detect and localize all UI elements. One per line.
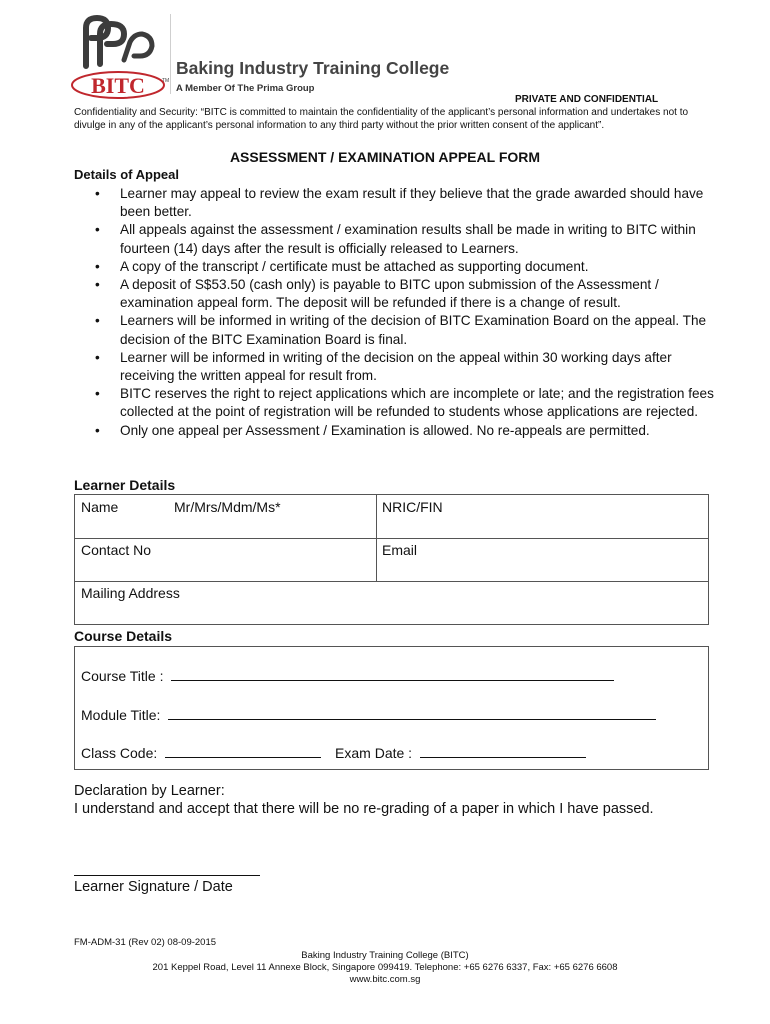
bullet-icon: •: [95, 422, 100, 438]
bullet-icon: •: [95, 222, 100, 238]
module-title-field[interactable]: [168, 706, 656, 720]
learner-details-heading: Learner Details: [74, 477, 176, 493]
list-item-text: Learner will be informed in writing of the decision on the appeal within 30 working days after receiving the written appeal for result from.: [120, 349, 672, 384]
bullet-icon: •: [95, 313, 100, 329]
confidentiality-statement: Confidentiality and Security: “BITC is committed to maintain the confidentiality of the applicant’s personal information and undertakes not to divulge in any of the applicant’s personal information to any third party without the prior written consent of the applicant”.: [74, 107, 689, 131]
mailing-address-field[interactable]: Mailing Address: [81, 585, 180, 601]
email-field[interactable]: Email: [382, 542, 418, 558]
course-title-label: Course Title :: [81, 668, 164, 684]
private-label: PRIVATE AND CONFIDENTIAL: [515, 94, 659, 105]
list-item: [74, 349, 724, 385]
org-tagline: A Member Of The Prima Group: [176, 83, 315, 94]
row-divider: [75, 581, 708, 582]
salutation-label: Mr/Mrs/Mdm/Ms*: [174, 499, 281, 515]
course-details-box: [74, 646, 709, 770]
class-code-label: Class Code:: [81, 745, 158, 761]
footer-college: Baking Industry Training College (BITC): [301, 950, 469, 961]
list-item: [74, 258, 724, 276]
row-divider: [75, 538, 708, 539]
course-title-field[interactable]: [171, 667, 614, 681]
contact-field[interactable]: Contact No: [81, 542, 152, 558]
list-item-text: BITC reserves the right to reject applications which are incomplete or late; and the registration fees collected at the point of registration will be refunded to students whose applications are rejected.: [120, 386, 714, 420]
list-item: [74, 422, 724, 440]
list-item: [74, 221, 724, 257]
list-item-text: A copy of the transcript / certificate must be attached as supporting document.: [120, 258, 589, 274]
footer-website[interactable]: www.bitc.com.sg: [349, 974, 421, 985]
module-title-row: [81, 706, 656, 723]
list-item-text: Only one appeal per Assessment / Examination is allowed. No re-appeals are permitted.: [120, 422, 650, 438]
declaration-heading: Declaration by Learner:: [74, 783, 225, 799]
list-item: [74, 276, 724, 312]
form-code: FM-ADM-31 (Rev 02) 08-09-2015: [74, 937, 217, 948]
list-item: [74, 385, 724, 421]
footer-address: 201 Keppel Road, Level 11 Annexe Block, Singapore 099419. Telephone: +65 6276 6337, Fax: +65 6276 6608: [152, 962, 618, 973]
signature-field[interactable]: [74, 875, 260, 876]
declaration-text: I understand and accept that there will be no re-grading of a paper in which I have passed.: [74, 801, 654, 817]
appeal-details-list: [74, 185, 724, 440]
bullet-icon: •: [95, 277, 100, 293]
class-code-field[interactable]: [165, 744, 321, 758]
details-heading: Details of Appeal: [74, 167, 179, 182]
nric-field[interactable]: NRIC/FIN: [382, 499, 443, 515]
list-item-text: All appeals against the assessment / examination results shall be made in writing to BITC within fourteen (14) days after the result is officially released to Learners.: [120, 222, 696, 256]
learner-details-table: [74, 494, 709, 625]
course-details-heading: Course Details: [74, 628, 173, 644]
class-exam-row: [81, 744, 586, 761]
bullet-icon: •: [95, 386, 100, 402]
list-item: [74, 312, 724, 348]
list-item-text: A deposit of S$53.50 (cash only) is payable to BITC upon submission of the Assessment / examination appeal form. The deposit will be refunded if there is a change of result.: [120, 277, 659, 311]
list-item-text: Learner may appeal to review the exam result if they believe that the grade awarded should have been better.: [120, 186, 704, 220]
signature-label: Learner Signature / Date: [74, 879, 233, 895]
bullet-icon: •: [95, 186, 100, 201]
logo-block: [70, 14, 470, 104]
logo-divider: [170, 14, 171, 94]
logo-trademark: TM: [162, 78, 170, 84]
list-item-text: Learners will be informed in writing of the decision of BITC Examination Board on the appeal. The decision of the BITC Examination Board is final.: [120, 313, 707, 347]
list-item: [74, 185, 724, 221]
exam-date-label: Exam Date :: [335, 745, 413, 761]
exam-date-field[interactable]: [420, 744, 586, 758]
name-field[interactable]: Name: [81, 499, 119, 515]
bullet-icon: •: [95, 258, 100, 274]
form-title: ASSESSMENT / EXAMINATION APPEAL FORM: [229, 149, 541, 165]
org-name: Baking Industry Training College: [176, 58, 450, 78]
bullet-icon: •: [95, 349, 100, 365]
course-title-row: [81, 667, 614, 684]
module-title-label: Module Title:: [81, 707, 161, 723]
bitc-logo: [70, 14, 170, 104]
logo-text: BITC: [91, 73, 145, 98]
